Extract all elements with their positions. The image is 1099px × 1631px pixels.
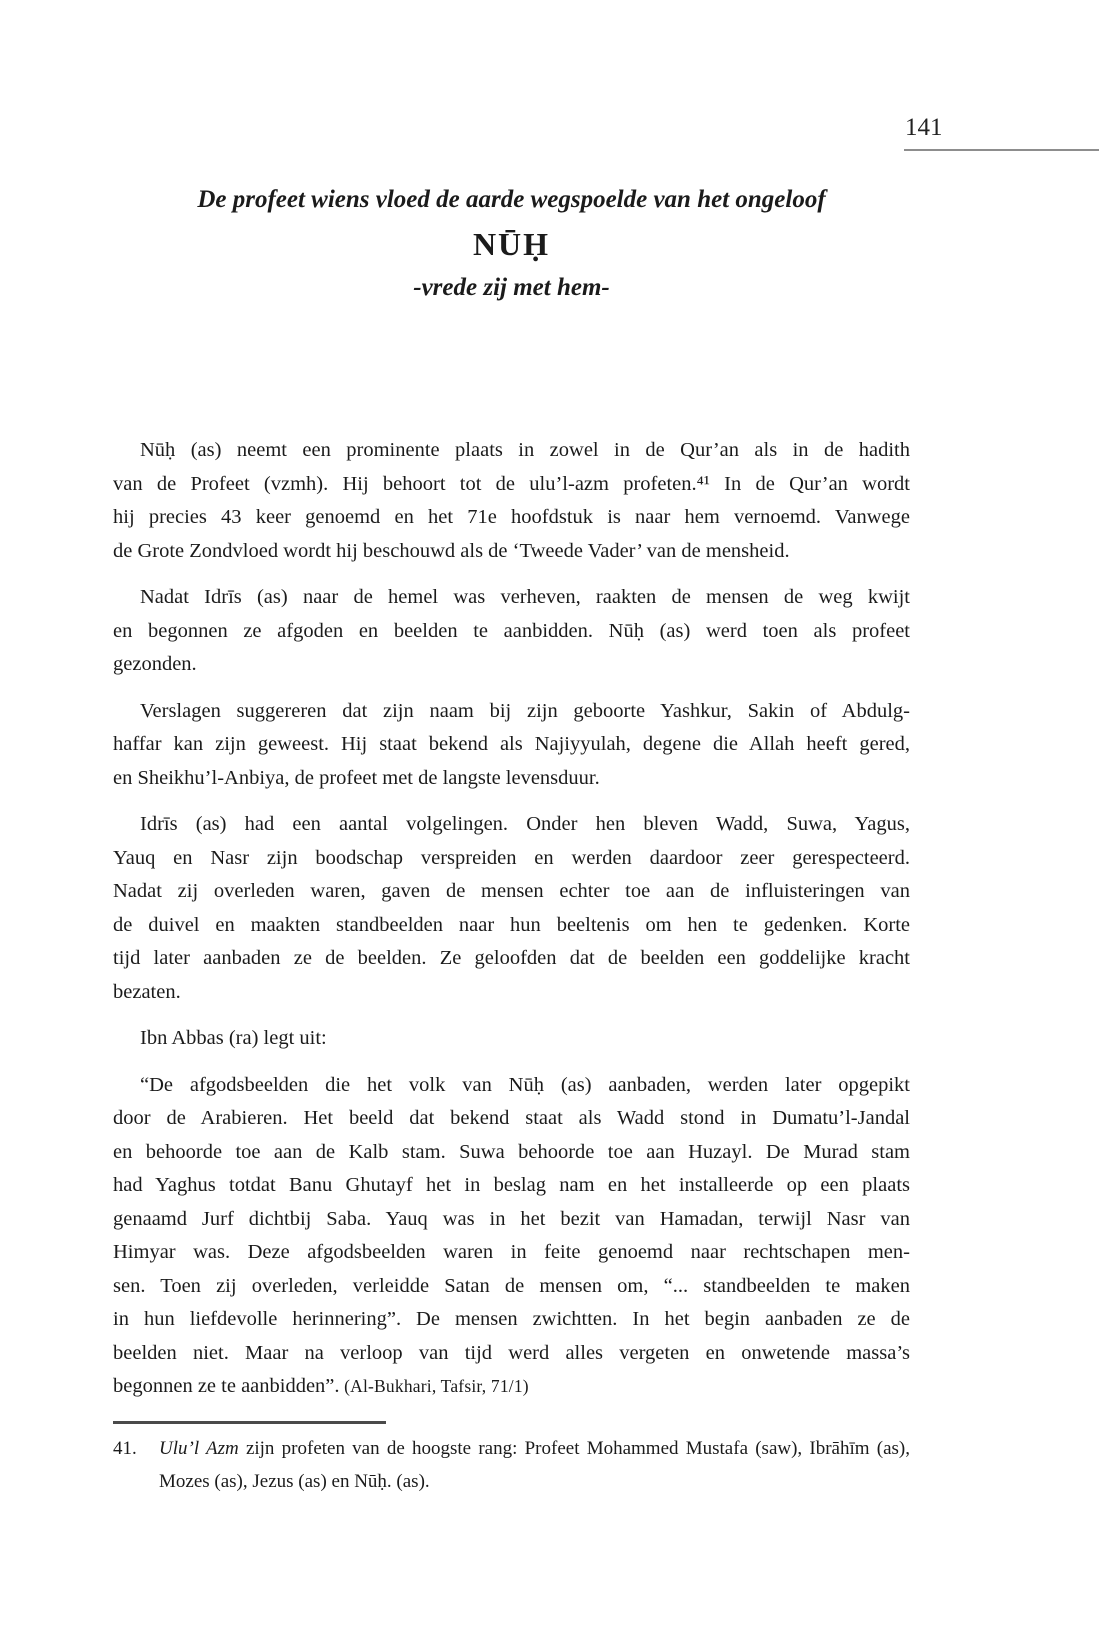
text-line: Ibn Abbas (ra) legt uit: [140, 1027, 327, 1049]
text-line: en begonnen ze afgoden en beelden te aanbidden. Nūḥ (as) werd toen als profeet [113, 619, 910, 642]
text-line: had Yaghus totdat Banu Ghutayf het in beslag nam en het installeerde op een plaats [113, 1174, 910, 1196]
footnote-rule [113, 1421, 386, 1424]
text-line: begonnen ze te aanbidden”. (Al-Bukhari, Tafsir, 71/1) [113, 1375, 529, 1397]
chapter-title-block [113, 184, 910, 303]
text-line: bezaten. [113, 980, 181, 1003]
text-line: sen. Toen zij overleden, verleidde Satan de mensen om, “... standbeelden te maken [113, 1274, 910, 1297]
footnote-body [159, 1432, 910, 1498]
paragraph [113, 695, 910, 796]
body-text [113, 434, 910, 1404]
text-line: beelden niet. Maar na verloop van tijd werd alles vergeten en onwetende massa’s [113, 1341, 910, 1364]
text-line: Idrīs (as) had een aantal volgelingen. Onder hen bleven Wadd, Suwa, Yagus, [140, 813, 910, 835]
page-number: 141 [905, 114, 943, 141]
text-line: haffar kan zijn geweest. Hij staat bekend als Najiyyulah, degene die Allah heeft gered, [113, 733, 910, 755]
paragraph [113, 808, 910, 1009]
text-line: Nadat zij overleden waren, gaven de mensen echter toe aan de influisteringen van [113, 880, 910, 902]
text-line: en Sheikhu’l-Anbiya, de profeet met de langste levensduur. [113, 766, 600, 789]
chapter-name: NŪḤ [472, 226, 551, 262]
text-line: de Grote Zondvloed wordt hij beschouwd als de ‘Tweede Vader’ van de mensheid. [113, 539, 790, 562]
text-line: gezonden. [113, 653, 197, 675]
paragraph [113, 1022, 910, 1056]
chapter-honorific: -vrede zij met hem- [413, 274, 610, 301]
text-line: Nūḥ (as) neemt een prominente plaats in zowel in de Qur’an als in de hadith [140, 439, 910, 461]
footnote-line: Mozes (as), Jezus (as) en Nūḥ. (as). [159, 1471, 430, 1492]
text-line: de duivel en maakten standbeelden naar hun beeltenis om hen te gedenken. Korte [113, 913, 910, 936]
text-line: Verslagen suggereren dat zijn naam bij zijn geboorte Yashkur, Sakin of Abdulg- [140, 699, 910, 722]
text-line: door de Arabieren. Het beeld dat bekend staat als Wadd stond in Dumatu’l-Jandal [113, 1107, 910, 1129]
text-line: tijd later aanbaden ze de beelden. Ze geloofden dat de beelden een goddelijke kracht [113, 947, 910, 969]
footnote [113, 1432, 910, 1498]
footnote-term: Ulu’l Azm [159, 1438, 239, 1459]
footnote-number: 41. [113, 1438, 137, 1459]
text-line: in hun liefdevolle herinnering”. De mensen zwichtten. In het begin aanbaden ze de [113, 1308, 910, 1330]
paragraph [113, 434, 910, 568]
footnote-line [159, 1432, 910, 1465]
text-line: Yauq en Nasr zijn boodschap verspreiden en werden daardoor zeer gerespecteerd. [113, 846, 910, 869]
text-line: hij precies 43 keer genoemd en het 71e hoofdstuk is naar hem vernoemd. Vanwege [113, 506, 910, 528]
header-rule [904, 149, 1099, 151]
text-line: genaamd Jurf dichtbij Saba. Yauq was in het bezit van Hamadan, terwijl Nasr van [113, 1207, 910, 1230]
text-line: en behoorde toe aan de Kalb stam. Suwa behoorde toe aan Huzayl. De Murad stam [113, 1140, 910, 1163]
text-line: van de Profeet (vzmh). Hij behoort tot de ulu’l-azm profeten.⁴¹ In de Qur’an wordt [113, 472, 910, 495]
paragraph [113, 581, 910, 682]
text-line: Nadat Idrīs (as) naar de hemel was verheven, raakten de mensen de weg kwijt [140, 586, 910, 608]
text-line: Himyar was. Deze afgodsbeelden waren in feite genoemd naar rechtschapen men- [113, 1241, 910, 1263]
citation: (Al-Bukhari, Tafsir, 71/1) [339, 1376, 529, 1396]
paragraph [113, 1069, 910, 1404]
text-line: “De afgodsbeelden die het volk van Nūḥ (as) aanbaden, werden later opgepikt [140, 1073, 910, 1096]
chapter-epithet: De profeet wiens vloed de aarde wegspoelde van het ongeloof [197, 186, 826, 213]
footnote-text: zijn profeten van de hoogste rang: Profeet Mohammed Mustafa (saw), Ibrāhīm (as), [238, 1438, 911, 1459]
